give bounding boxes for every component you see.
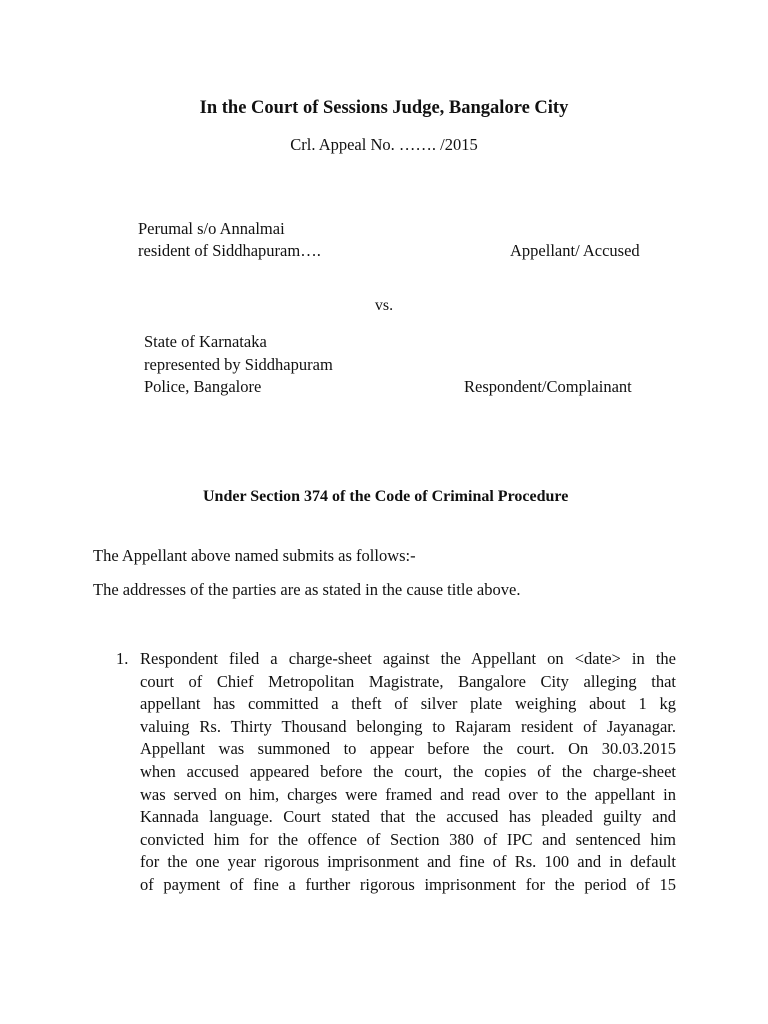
respondent-name: State of Karnataka — [144, 332, 267, 351]
paragraph-line: court of Chief Metropolitan Magistrate, Bangalore City alleging that — [140, 671, 676, 691]
respondent-represented-by: represented by Siddhapuram — [144, 355, 333, 374]
appellant-role: Appellant/ Accused — [510, 241, 640, 260]
paragraph-body — [140, 648, 676, 897]
paragraph-line: valuing Rs. Thirty Thousand belonging to Rajaram resident of Jayanagar. — [140, 716, 676, 736]
addresses-statement: The addresses of the parties are as stated in the cause title above. — [93, 580, 521, 599]
paragraph-line: Respondent filed a charge-sheet against the Appellant on <date> in the — [140, 649, 676, 668]
paragraph-line: Appellant was summoned to appear before the court. On 30.03.2015 — [140, 739, 676, 759]
respondent-location: Police, Bangalore — [144, 377, 262, 396]
paragraph-line: for the one year rigorous imprisonment and fine of Rs. 100 and in default — [140, 852, 676, 872]
appellant-name: Perumal s/o Annalmai — [138, 219, 285, 238]
paragraph-line: convicted him for the offence of Section 380 of IPC and sentenced him — [140, 829, 676, 849]
appeal-number: Crl. Appeal No. ……. /2015 — [290, 135, 478, 154]
section-heading: Under Section 374 of the Code of Criminal Procedure — [203, 488, 569, 505]
intro-statement: The Appellant above named submits as follows:- — [93, 546, 416, 565]
paragraph-line: was served on him, charges were framed and read over to the appellant in — [140, 784, 676, 804]
numbered-paragraph — [116, 648, 676, 897]
court-title: In the Court of Sessions Judge, Bangalore City — [199, 98, 569, 118]
respondent-role: Respondent/Complainant — [464, 377, 632, 396]
paragraph-line: when accused appeared before the court, the copies of the charge-sheet — [140, 761, 676, 781]
paragraph-line: appellant has committed a theft of silver plate weighing about 1 kg — [140, 694, 676, 714]
paragraph-line: Kannada language. Court stated that the accused has pleaded guilty and — [140, 807, 676, 827]
appellant-residence: resident of Siddhapuram…. — [138, 241, 321, 260]
versus-label: vs. — [374, 297, 394, 314]
paragraph-number: 1. — [116, 649, 129, 668]
paragraph-line: of payment of fine a further rigorous imprisonment for the period of 15 — [140, 874, 676, 894]
